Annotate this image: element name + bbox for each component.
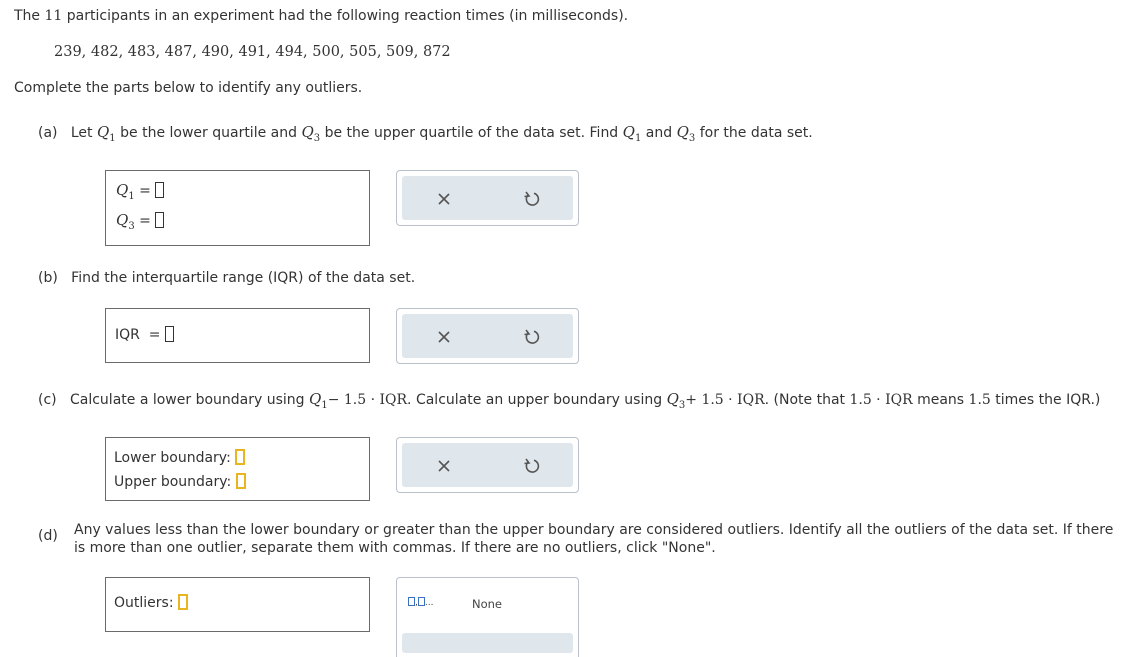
outliers-label: Outliers: [114, 595, 174, 611]
list-entry-icon[interactable]: , ... [408, 597, 433, 608]
part-a-t2: be the lower quartile and [120, 125, 297, 141]
q3-symbol: $Q_3$ [301, 123, 321, 144]
part-a-t3: be the upper quartile of the data set. Find [324, 125, 619, 141]
data-values: 239, 482, 483, 487, 490, 491, 494, 500, 505, 509, 872 [54, 44, 451, 60]
lower-formula: $Q_1- 1.5$ · IQR [309, 390, 408, 411]
q1-input[interactable] [155, 182, 164, 198]
part-a-toolbar-bar [402, 176, 573, 220]
none-button[interactable]: None [472, 597, 503, 611]
equals-sign: = [139, 183, 151, 199]
intro-after: participants in an experiment had the following reaction times (in milliseconds). [66, 8, 629, 24]
part-c-toolbar [396, 437, 579, 493]
part-d-toolbar-bar [402, 633, 573, 653]
part-d-toolbar [396, 577, 579, 657]
part-d-line1: Any values less than the lower boundary or greater than the upper boundary are considered outliers. Identify all the outliers of the data set. If there [74, 522, 1114, 538]
upper-boundary-input[interactable] [236, 473, 246, 489]
note-factor: 1.5 [968, 392, 991, 408]
intro-text [14, 8, 628, 24]
intro-before: The [14, 8, 41, 24]
part-b-answer-box [105, 308, 370, 363]
part-a-label: (a) [38, 125, 58, 141]
q1-symbol-2: $Q_1$ [622, 123, 642, 144]
part-a-toolbar [396, 170, 579, 226]
part-d-label: (d) [38, 528, 58, 544]
part-c-t1: Calculate a lower boundary using [69, 392, 305, 408]
q1-row [116, 181, 164, 202]
clear-icon[interactable] [434, 189, 454, 209]
q1-symbol: $Q_1$ [96, 123, 116, 144]
part-c-label: (c) [38, 392, 57, 408]
lower-boundary-label: Lower boundary: [114, 450, 231, 466]
part-c-t5: times the IQR.) [995, 392, 1101, 408]
lower-boundary-input[interactable] [235, 449, 245, 465]
q1-label: $Q_1$ [116, 181, 135, 202]
q3-row [116, 211, 164, 232]
note-formula: 1.5 · IQR [849, 392, 913, 408]
part-c-t2: . Calculate an upper boundary using [407, 392, 663, 408]
instruction-text: Complete the parts below to identify any outliers. [14, 80, 363, 96]
part-c-answer-box [105, 437, 370, 501]
undo-icon[interactable] [522, 189, 542, 209]
lower-boundary-row [114, 449, 245, 466]
iqr-input[interactable] [165, 326, 174, 342]
undo-icon[interactable] [522, 327, 542, 347]
part-b-question [38, 270, 415, 286]
q3-input[interactable] [155, 212, 164, 228]
part-b-label: (b) [38, 270, 58, 286]
iqr-label: IQR [115, 327, 140, 343]
part-c-t3: . (Note that [764, 392, 846, 408]
part-a-question [38, 123, 813, 144]
part-a-t4: and [645, 125, 673, 141]
part-b-toolbar [396, 308, 579, 364]
part-d-answer-box [105, 577, 370, 632]
participant-count: 11 [44, 8, 63, 24]
part-a-answer-box [105, 170, 370, 246]
q3-label: $Q_3$ [116, 211, 135, 232]
part-c-question [38, 390, 1100, 411]
undo-icon[interactable] [522, 456, 542, 476]
part-c-t4: means [917, 392, 965, 408]
part-b-toolbar-bar [402, 314, 573, 358]
equals-sign: = [139, 213, 151, 229]
iqr-row [115, 326, 174, 343]
part-a-t1: Let [70, 125, 93, 141]
upper-boundary-row [114, 473, 246, 490]
part-a-t5: for the data set. [699, 125, 813, 141]
clear-icon[interactable] [434, 456, 454, 476]
upper-boundary-label: Upper boundary: [114, 474, 232, 490]
outliers-input[interactable] [178, 594, 188, 610]
part-b-text: Find the interquartile range (IQR) of the data set. [71, 270, 416, 286]
part-c-toolbar-bar [402, 443, 573, 487]
q3-symbol-2: $Q_3$ [676, 123, 696, 144]
outliers-row [114, 594, 188, 611]
upper-formula: $Q_3+ 1.5$ · IQR [666, 390, 765, 411]
part-d-line2: is more than one outlier, separate them with commas. If there are no outliers, click "None". [74, 540, 716, 556]
equals-sign: = [148, 327, 161, 343]
clear-icon[interactable] [434, 327, 454, 347]
